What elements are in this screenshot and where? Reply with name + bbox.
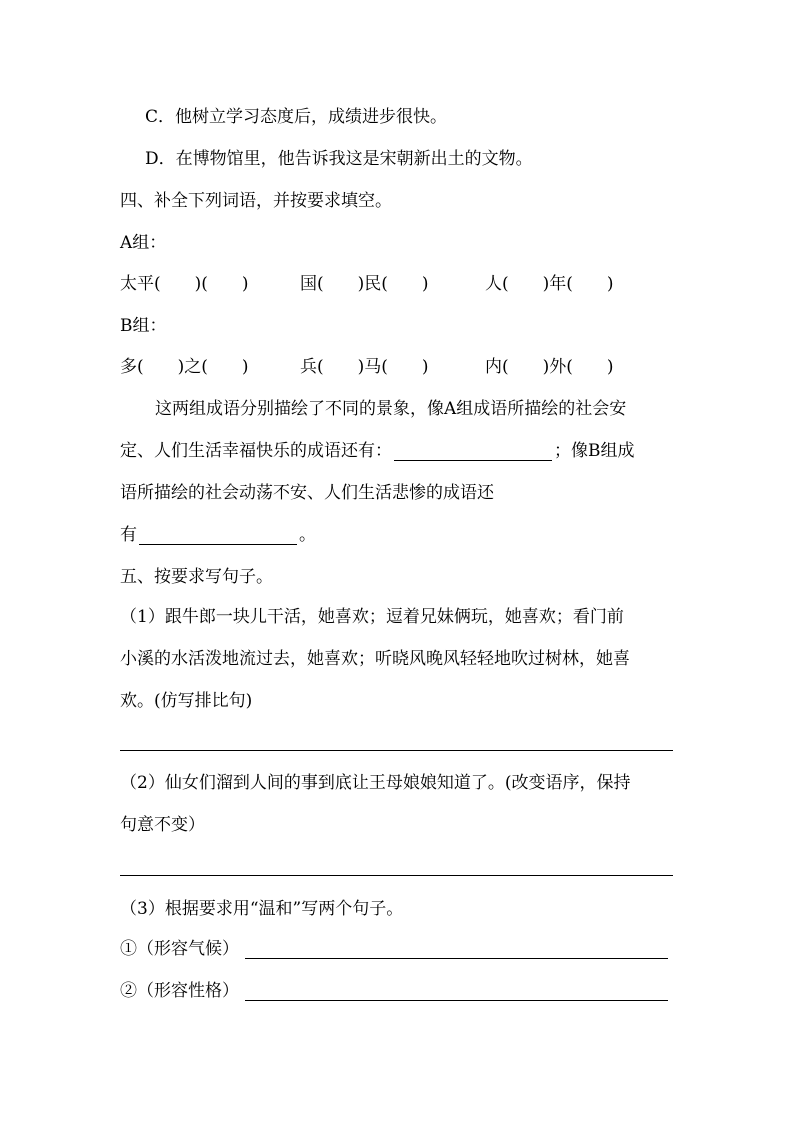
- paragraph-line-2: [120, 440, 635, 462]
- q3-line-1: （3）根据要求用“温和”写两个句子。: [120, 899, 404, 919]
- q3-item-a: [120, 938, 668, 960]
- q1-line-2: 小溪的水活泼地流过去，她喜欢；听晓风晚风轻轻地吹过树林，她喜: [120, 649, 630, 669]
- paragraph-line-2-text: 定、人们生活幸福快乐的成语还有：: [120, 441, 392, 461]
- q3-answer-line-character[interactable]: [245, 982, 668, 1001]
- paragraph-line-3: 语所描绘的社会动荡不安、人们生活悲惨的成语还: [120, 483, 494, 503]
- q1-answer-line[interactable]: [120, 750, 673, 751]
- q2-line-1: （2）仙女们溜到人间的事到底让王母娘娘知道了。(改变语序，保持: [120, 773, 631, 793]
- paragraph-line-1: 这两组成语分别描绘了不同的景象，像A组成语所描绘的社会安: [155, 399, 627, 419]
- q3-item-b-label: ②（形容性格）: [120, 981, 239, 1001]
- q3-item-a-label: ①（形容气候）: [120, 939, 239, 959]
- group-b-item: 内( )外( ): [485, 357, 614, 377]
- q2-line-2: 句意不变）: [120, 815, 205, 835]
- group-a-item: 太平( )( ): [120, 274, 249, 294]
- q1-line-3: 欢。(仿写排比句): [120, 691, 253, 711]
- group-b-row: [120, 356, 614, 378]
- paragraph-line-4-text: 有: [120, 525, 137, 545]
- group-b-item: 兵( )马( ): [300, 357, 429, 377]
- answer-blank-a-idioms[interactable]: [394, 442, 552, 461]
- group-a-row: [120, 273, 614, 295]
- paragraph-line-4: [120, 524, 316, 546]
- group-b-item: 多( )之( ): [120, 357, 249, 377]
- section4-heading: 四、补全下列词语，并按要求填空。: [120, 191, 392, 211]
- answer-blank-b-idioms[interactable]: [139, 526, 297, 545]
- paragraph-line-2-tail: ；像B组成: [554, 441, 635, 461]
- q3-answer-line-climate[interactable]: [245, 940, 668, 959]
- option-d: D．在博物馆里，他告诉我这是宋朝新出土的文物。: [145, 149, 533, 169]
- section5-heading: 五、按要求写句子。: [120, 567, 273, 587]
- q2-answer-line[interactable]: [120, 875, 673, 876]
- group-a-label: A组：: [120, 233, 167, 253]
- group-a-item: 人( )年( ): [485, 274, 614, 294]
- q3-item-b: [120, 980, 668, 1002]
- q1-line-1: （1）跟牛郎一块儿干活，她喜欢；逗着兄妹俩玩，她喜欢；看门前: [120, 607, 624, 627]
- option-c: C．他树立学习态度后，成绩进步很快。: [145, 107, 448, 127]
- group-a-item: 国( )民( ): [300, 274, 429, 294]
- group-b-label: B组：: [120, 316, 167, 336]
- paragraph-line-4-tail: 。: [299, 525, 316, 545]
